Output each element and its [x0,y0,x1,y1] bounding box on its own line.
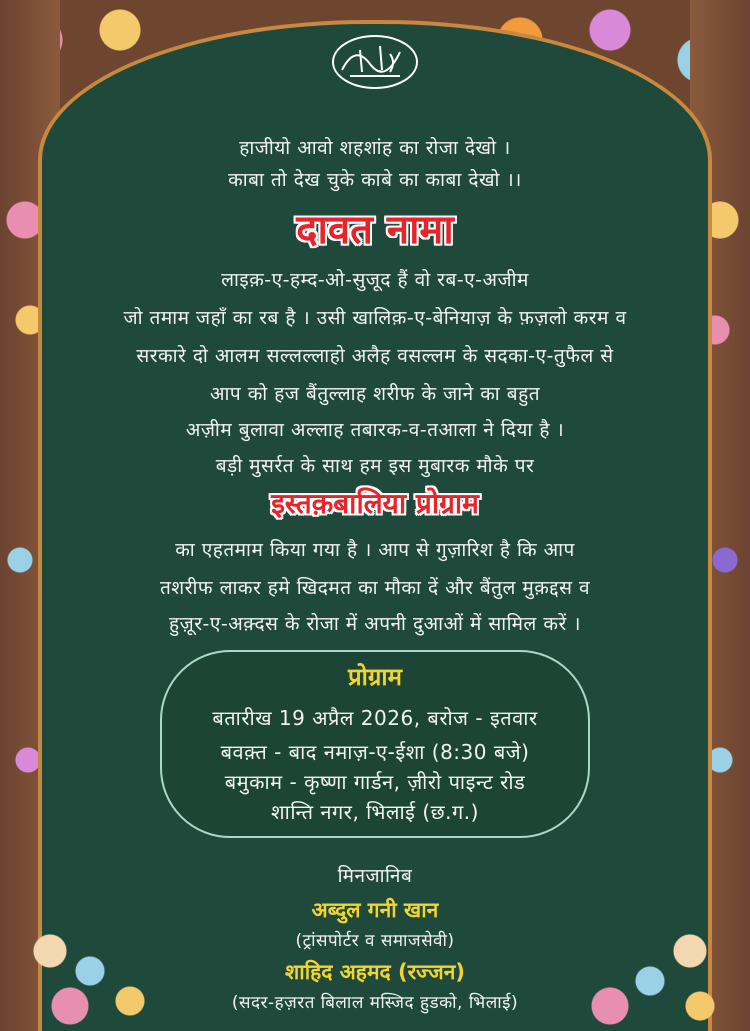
couplet-line-1: हाजीयो आवो शहशांह का रोजा देखो । [239,137,511,159]
program-venue: बमुकाम - कृष्णा गार्डन, ज़ीरो पाइन्ट रोड [224,770,526,794]
host-name-1: अब्दुल गनी खान [311,898,439,922]
body-line-9: हुज़ूर-ए-अक़्दस के रोजा में अपनी दुआओं में सामिल करें । [169,613,581,635]
program-date: बतारीख 19 अप्रैल 2026, बरोज - इतवार [212,706,538,730]
body-line-4: आप को हज बैंतुल्लाह शरीफ के जाने का बहुत [209,383,541,405]
host-role-2: (सदर-हज़रत बिलाल मस्जिद हुडको, भिलाई) [231,993,519,1013]
host-label: मिनजानिब [337,865,413,887]
body-line-7: का एहतमाम किया गया है । आप से गुज़ारिश है कि आप [175,539,575,561]
body-line-6: बड़ी मुसर्रत के साथ हम इस मुबारक मौके पर [215,455,535,477]
program-time: बवक़्त - बाद नमाज़-ए-ईशा (8:30 बजे) [220,740,530,764]
body-line-1: लाइक़-ए-हम्द-ओ-सुजूद हैं वो रब-ए-अजीम [221,269,529,291]
host-name-2: शाहिद अहमद (रज्जन) [284,960,466,984]
body-line-3: सरकारे दो आलम सल्लल्लाहो अलैह वसल्लम के सदका-ए-तुफैल से [136,345,614,367]
subheading: इस्तक़बालिया प्रोग्राम [271,487,479,520]
page-title: दावत नामा [296,207,454,253]
body-line-5: अज़ीम बुलावा अल्लाह तबारक-व-तआला ने दिया है । [185,419,565,441]
program-title: प्रोग्राम [348,663,402,691]
body-line-2: जो तमाम जहाँ का रब है । उसी खालिक़-ए-बेनियाज़ के फ़ज़लो करम व [123,307,627,329]
body-line-8: तशरीफ लाकर हमे खिदमत का मौका दें और बैंतुल मुक़द्दस व [159,577,591,599]
bismillah-calligraphy-icon [330,32,420,90]
couplet-line-2: काबा तो देख चुके काबे का काबा देखो ।। [228,169,522,191]
program-city: शान्ति नगर, भिलाई (छ.ग.) [271,800,479,824]
host-role-1: (ट्रांसपोर्टर व समाजसेवी) [295,931,455,951]
